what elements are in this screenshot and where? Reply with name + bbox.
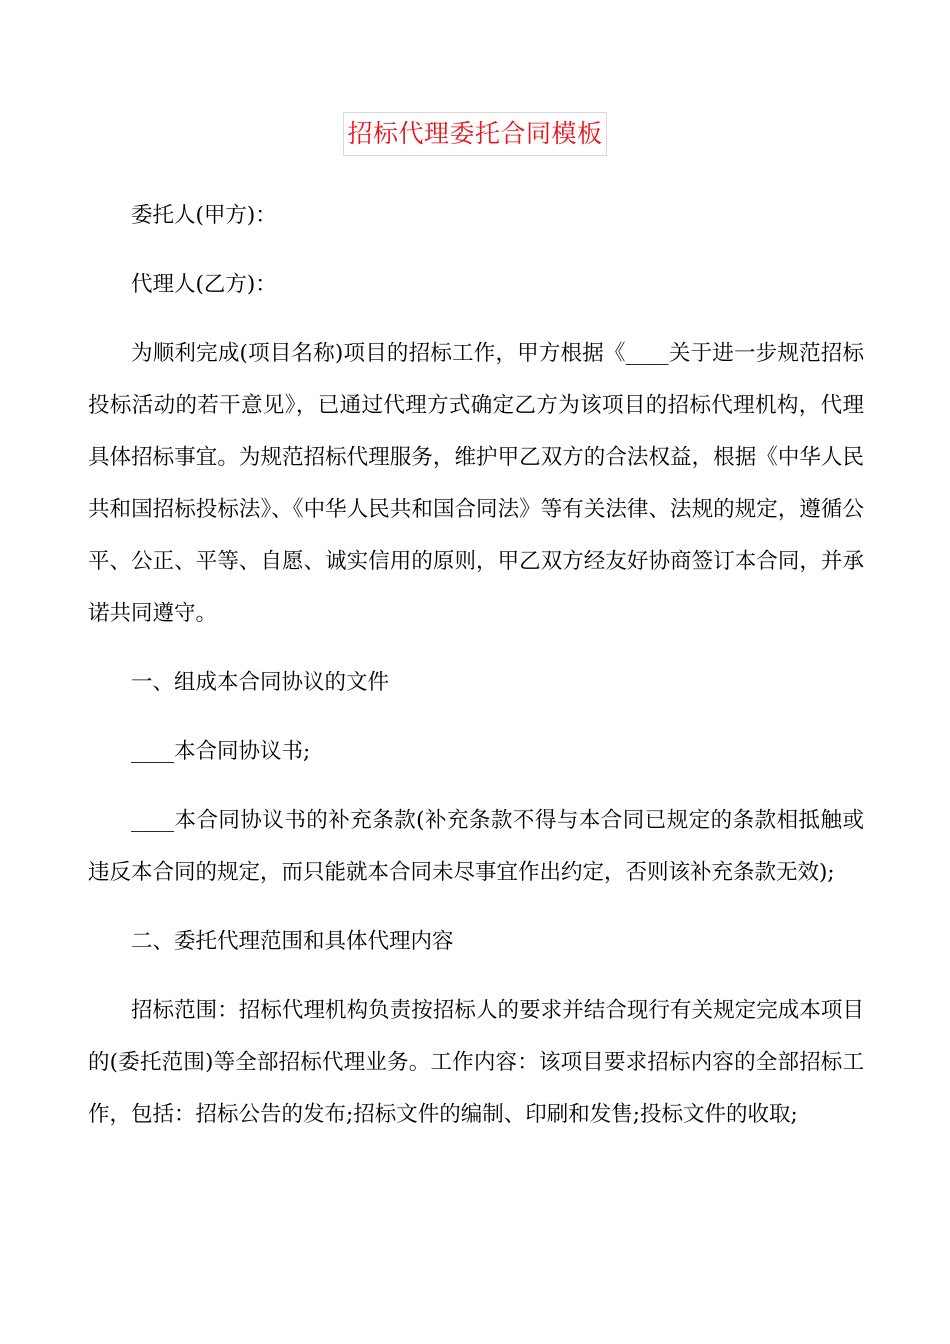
clause-item-1: ____本合同协议书; [131,739,311,764]
document-title: 招标代理委托合同模板 [343,112,606,156]
document-body [88,190,864,1158]
section-heading-2: 二、委托代理范围和具体代理内容 [131,929,454,954]
party-b-line: 代理人(乙方)： [131,272,277,297]
section-heading-1: 一、组成本合同协议的文件 [131,670,390,695]
clause-item-2: ____本合同协议书的补充条款(补充条款不得与本合同已规定的条款相抵触或违反本合同的规定，而只能就本合同未尽事宜作出约定，否则该补充条款无效); [88,808,864,885]
party-a-line: 委托人(甲方)： [131,203,277,228]
title-container [0,112,950,156]
preamble-paragraph: 为顺利完成(项目名称)项目的招标工作，甲方根据《____关于进一步规范招标投标活动的若干意见》，已通过代理方式确定乙方为该项目的招标代理机构，代理具体招标事宜。为规范招标代理服务，维护甲乙双方的合法权益，根据《中华人民共和国招标投标法》、《中华人民共和国合同法》等有关法律、法规的规定，遵循公平、公正、平等、自愿、诚实信用的原则，甲乙双方经友好协商签订本合同，并承诺共同遵守。 [88,341,864,626]
scope-paragraph: 招标范围：招标代理机构负责按招标人的要求并结合现行有关规定完成本项目的(委托范围)等全部招标代理业务。工作内容：该项目要求招标内容的全部招标工作，包括：招标公告的发布;招标文件的编制、印刷和发售;投标文件的收取; [88,998,864,1127]
